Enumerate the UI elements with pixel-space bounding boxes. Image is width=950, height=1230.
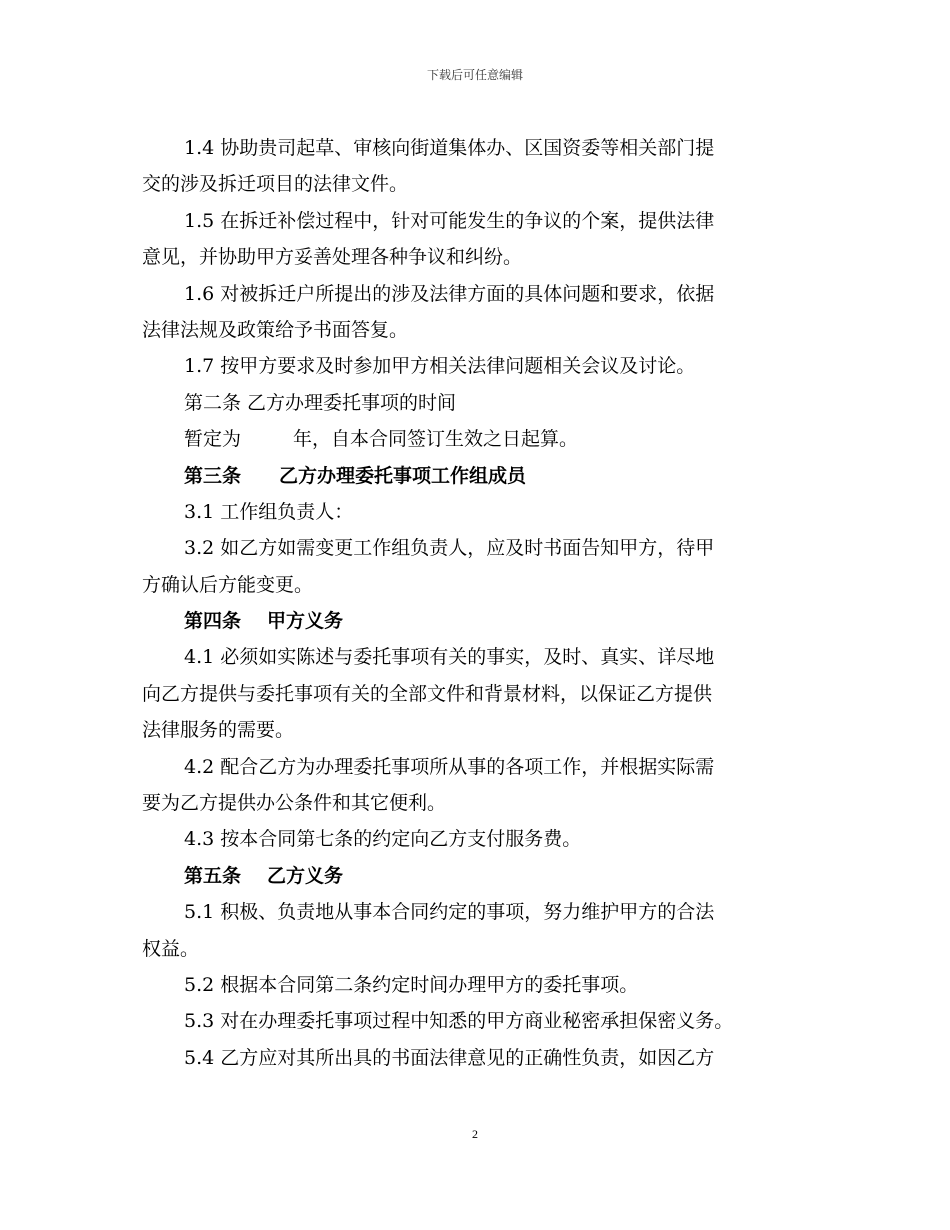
- clause-5-2: 5.2 根据本合同第二条约定时间办理甲方的委托事项。: [184, 973, 639, 996]
- article-3-title: 乙方办理委托事项工作组成员: [279, 464, 527, 487]
- article-3-heading: [142, 458, 812, 494]
- clause-1-6-line-2: 法律法规及政策给予书面答复。: [142, 318, 409, 341]
- clause-3-1: 3.1 工作组负责人：: [184, 500, 354, 523]
- clause-4-1-line-1: 4.1 必须如实陈述与委托事项有关的事实，及时、真实、详尽地: [184, 646, 715, 669]
- article-5-title: 乙方义务: [267, 864, 344, 887]
- clause-1-4-line-1: 1.4 协助贵司起草、审核向街道集体办、区国资委等相关部门提: [184, 137, 715, 159]
- article-2-heading: 第二条 乙方办理委托事项的时间: [184, 391, 457, 414]
- clause-4-1-line-2: 向乙方提供与委托事项有关的全部文件和背景材料，以保证乙方提供: [142, 682, 713, 705]
- clause-4-1-line-3: 法律服务的需要。: [142, 719, 295, 742]
- article-4-heading: [142, 603, 812, 639]
- article-5-number: 第五条: [184, 864, 242, 887]
- clause-3-2-line-2: 方确认后方能变更。: [142, 573, 314, 596]
- page-number: 2: [472, 1127, 478, 1141]
- term-label: 暂定为: [184, 428, 242, 451]
- document-body: [142, 130, 812, 1076]
- article-4-title: 甲方义务: [267, 610, 344, 633]
- clause-1-5-line-1: 1.5 在拆迁补偿过程中，针对可能发生的争议的个案，提供法律: [184, 209, 715, 232]
- term-text: 年，自本合同签订生效之日起算。: [293, 428, 579, 451]
- clause-1-5-line-2: 意见，并协助甲方妥善处理各种争议和纠纷。: [142, 246, 523, 269]
- clause-5-4-line-1: 5.4 乙方应对其所出具的书面法律意见的正确性负责，如因乙方: [184, 1046, 715, 1069]
- article-2-term: [142, 421, 812, 457]
- page-header: 下载后可任意编辑: [426, 68, 523, 82]
- clause-1-4-line-2: 交的涉及拆迁项目的法律文件。: [142, 173, 409, 196]
- clause-3-2-line-1: 3.2 如乙方如需变更工作组负责人，应及时书面告知甲方，待甲: [184, 537, 715, 560]
- clause-1-6-line-1: 1.6 对被拆迁户所提出的涉及法律方面的具体问题和要求，依据: [184, 282, 715, 305]
- article-5-heading: [142, 858, 812, 894]
- clause-4-2-line-2: 要为乙方提供办公条件和其它便利。: [142, 792, 447, 815]
- clause-5-3: 5.3 对在办理委托事项过程中知悉的甲方商业秘密承担保密义务。: [184, 1010, 734, 1033]
- clause-1-7: 1.7 按甲方要求及时参加甲方相关法律问题相关会议及讨论。: [184, 355, 696, 378]
- clause-4-2-line-1: 4.2 配合乙方为办理委托事项所从事的各项工作，并根据实际需: [184, 755, 715, 778]
- clause-5-1-line-1: 5.1 积极、负责地从事本合同约定的事项，努力维护甲方的合法: [184, 901, 715, 924]
- article-4-number: 第四条: [184, 610, 242, 633]
- article-3-number: 第三条: [184, 464, 242, 487]
- clause-5-1-line-2: 权益。: [142, 937, 200, 960]
- clause-4-3: 4.3 按本合同第七条的约定向乙方支付服务费。: [184, 828, 582, 851]
